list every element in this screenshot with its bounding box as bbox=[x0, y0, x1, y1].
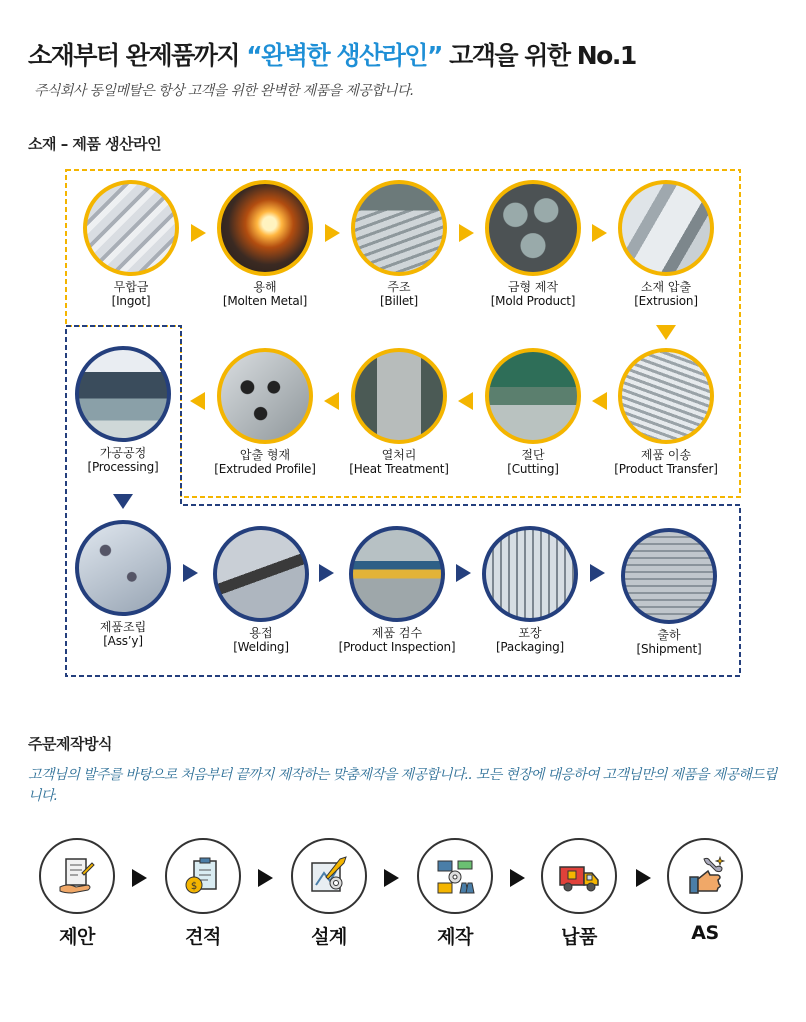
step-extrusion: 소재 압출 [Extrusion] bbox=[591, 180, 741, 309]
billet-photo bbox=[351, 180, 447, 276]
step-billet: 주조 [Billet] bbox=[324, 180, 474, 309]
proposal-icon bbox=[39, 838, 115, 914]
welding-photo bbox=[213, 526, 309, 622]
step-molten-metal: 용해 [Molten Metal] bbox=[190, 180, 340, 309]
step-product-transfer: 제품 이송 [Product Transfer] bbox=[591, 348, 741, 477]
step-ingot: 무합금 [Ingot] bbox=[56, 180, 206, 309]
page-subline: 주식회사 동일메탈은 항상 고객을 위한 완벽한 제품을 제공합니다. bbox=[34, 83, 414, 99]
assembly-photo bbox=[75, 520, 171, 616]
step-assembly: 제품조립 [Ass’y] bbox=[48, 520, 198, 649]
cutting-photo bbox=[485, 348, 581, 444]
arrow-down-icon bbox=[113, 494, 133, 509]
step-processing: 가공공정 [Processing] bbox=[48, 346, 198, 475]
ingot-photo bbox=[83, 180, 179, 276]
order-step-after-service: AS bbox=[645, 838, 765, 944]
packaging-photo bbox=[482, 526, 578, 622]
mold-photo bbox=[485, 180, 581, 276]
svg-text:$: $ bbox=[190, 881, 198, 892]
page-headline: 소재부터 완제품까지 “완벽한 생산라인” 고객을 위한 No.1 bbox=[28, 41, 636, 70]
design-icon bbox=[291, 838, 367, 914]
step-packaging: 포장 [Packaging] bbox=[455, 526, 605, 655]
step-welding: 용접 [Welding] bbox=[186, 526, 336, 655]
order-section-title: 주문제작방식 bbox=[28, 735, 112, 753]
order-step-delivery: 납품 bbox=[519, 838, 639, 949]
molten-metal-photo bbox=[217, 180, 313, 276]
extrusion-photo bbox=[618, 180, 714, 276]
processing-photo bbox=[75, 346, 171, 442]
step-cutting: 절단 [Cutting] bbox=[458, 348, 608, 477]
arrow-down-icon bbox=[656, 325, 676, 340]
order-description: 고객님의 발주를 바탕으로 처음부터 끝까지 제작하는 맞춤제작을 제공합니다.. 모든 현장에 대응하여 고객님만의 제품을 제공해드립니다. bbox=[28, 767, 777, 804]
order-step-manufacture: 제작 bbox=[395, 838, 515, 949]
inspection-photo bbox=[349, 526, 445, 622]
shipment-photo bbox=[621, 528, 717, 624]
process-section-title: 소재 – 제품 생산라인 bbox=[28, 135, 162, 153]
order-step-proposal: 제안 bbox=[17, 838, 137, 949]
profile-photo bbox=[217, 348, 313, 444]
estimate-icon bbox=[165, 838, 241, 914]
step-heat-treatment: 열처리 [Heat Treatment] bbox=[324, 348, 474, 477]
step-extruded-profile: 압출 형재 [Extruded Profile] bbox=[190, 348, 340, 477]
transfer-photo bbox=[618, 348, 714, 444]
heat-treatment-photo bbox=[351, 348, 447, 444]
step-shipment: 출하 [Shipment] bbox=[594, 528, 744, 657]
headline-highlight: “완벽한 생산라인” bbox=[246, 41, 442, 70]
delivery-truck-icon bbox=[541, 838, 617, 914]
after-service-icon bbox=[667, 838, 743, 914]
step-mold-product: 금형 제작 [Mold Product] bbox=[458, 180, 608, 309]
step-product-inspection: 제품 검수 [Product Inspection] bbox=[322, 526, 472, 655]
manufacture-icon bbox=[417, 838, 493, 914]
order-step-design: 설계 bbox=[269, 838, 389, 949]
order-step-estimate: $ 견적 bbox=[143, 838, 263, 949]
